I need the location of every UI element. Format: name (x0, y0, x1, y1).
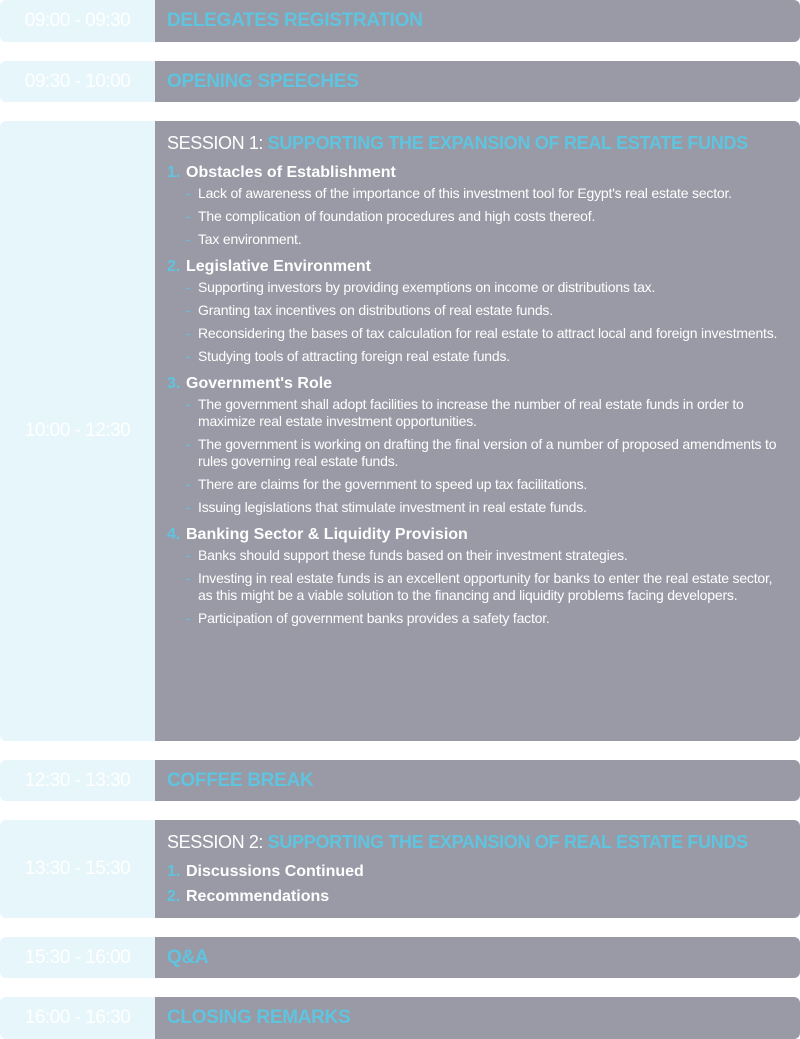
list-item-text: Lack of awareness of the importance of this investment tool for Egypt's real estate sector. (198, 185, 732, 201)
section-government (167, 375, 800, 516)
item-number: 1. (167, 863, 181, 880)
time-slot: 09:00 - 09:30 (0, 0, 155, 42)
section-items (167, 279, 800, 365)
session-2-items (167, 863, 800, 906)
time-slot: 12:30 - 13:30 (0, 760, 155, 801)
item-title: Discussions Continued (186, 863, 364, 880)
dash-bullet-icon: - (186, 279, 191, 295)
time-slot: 10:00 - 12:30 (0, 121, 155, 741)
list-item (186, 279, 790, 296)
row-title: Q&A (167, 946, 209, 968)
section-items (167, 396, 800, 516)
list-item-text: Investing in real estate funds is an excellent opportunity for banks to enter the real estate sector, as this might be a viable solution to the financing and liquidity problems facing developers. (198, 570, 773, 603)
list-item (186, 476, 790, 493)
section-title: Banking Sector & Liquidity Provision (186, 526, 468, 543)
dash-bullet-icon: - (186, 231, 191, 247)
list-item-text: There are claims for the government to speed up tax facilitations. (198, 476, 588, 492)
dash-bullet-icon: - (186, 396, 191, 412)
dash-bullet-icon: - (186, 208, 191, 224)
agenda-row-registration (0, 0, 800, 42)
list-item-text: Issuing legislations that stimulate investment in real estate funds. (198, 499, 587, 515)
section-number: 2. (167, 258, 181, 275)
section-title: Legislative Environment (186, 258, 371, 275)
list-item-text: Participation of government banks provides a safety factor. (198, 610, 550, 626)
session-2-heading (167, 832, 800, 853)
item-title: Recommendations (186, 888, 330, 905)
list-item-text: Supporting investors by providing exemptions on income or distributions tax. (198, 279, 656, 295)
row-title: OPENING SPEECHES (167, 70, 359, 92)
list-item (186, 348, 790, 365)
section-legislative (167, 258, 800, 365)
list-item (186, 325, 790, 342)
list-item (186, 499, 790, 516)
dash-bullet-icon: - (186, 325, 191, 341)
dash-bullet-icon: - (186, 185, 191, 201)
list-item (186, 570, 790, 604)
session-label: SESSION 1: (167, 133, 268, 153)
section-title: Obstacles of Establishment (186, 164, 396, 181)
dash-bullet-icon: - (186, 476, 191, 492)
row-content (155, 61, 800, 102)
row-content (155, 0, 800, 42)
session-2-content (155, 820, 800, 918)
list-item (186, 185, 790, 202)
dash-bullet-icon: - (186, 610, 191, 626)
list-item-text: Tax environment. (198, 231, 302, 247)
section-title: Government's Role (186, 375, 333, 392)
agenda-row-session-2 (0, 820, 800, 918)
section-number: 1. (167, 164, 181, 181)
list-item-text: Banks should support these funds based on their investment strategies. (198, 547, 628, 563)
section-banking (167, 526, 800, 627)
row-title: CLOSING REMARKS (167, 1007, 351, 1028)
list-item (186, 231, 790, 248)
list-item-text: The government is working on drafting the final version of a number of proposed amendments to rules governing real estate funds. (198, 436, 777, 469)
list-item (186, 610, 790, 627)
agenda-row-coffee-break (0, 760, 800, 801)
row-content (155, 937, 800, 978)
list-item (167, 863, 800, 881)
dash-bullet-icon: - (186, 499, 191, 515)
section-heading (167, 164, 800, 182)
dash-bullet-icon: - (186, 547, 191, 563)
list-item-text: The complication of foundation procedures and high costs thereof. (198, 208, 596, 224)
row-content (155, 760, 800, 801)
list-item (186, 396, 790, 430)
list-item (186, 436, 790, 470)
agenda-row-closing (0, 997, 800, 1039)
list-item (186, 302, 790, 319)
session-title: SUPPORTING THE EXPANSION OF REAL ESTATE FUNDS (267, 133, 748, 153)
list-item-text: The government shall adopt facilities to increase the number of real estate funds in order to maximize real estate investment opportunities. (198, 396, 744, 429)
session-1-content (155, 121, 800, 741)
dash-bullet-icon: - (186, 348, 191, 364)
time-slot: 15:30 - 16:00 (0, 937, 155, 978)
section-obstacles (167, 164, 800, 248)
agenda-row-opening (0, 61, 800, 102)
time-slot: 16:00 - 16:30 (0, 997, 155, 1039)
dash-bullet-icon: - (186, 302, 191, 318)
session-label: SESSION 2: (167, 832, 268, 852)
list-item-text: Studying tools of attracting foreign real estate funds. (198, 348, 510, 364)
section-number: 3. (167, 375, 181, 392)
time-slot: 13:30 - 15:30 (0, 820, 155, 918)
session-title: SUPPORTING THE EXPANSION OF REAL ESTATE FUNDS (267, 832, 748, 852)
section-items (167, 185, 800, 248)
row-title: DELEGATES REGISTRATION (167, 10, 423, 31)
list-item (186, 547, 790, 564)
row-content (155, 997, 800, 1039)
time-slot: 09:30 - 10:00 (0, 61, 155, 102)
list-item-text: Granting tax incentives on distributions of real estate funds. (198, 302, 553, 318)
list-item (186, 208, 790, 225)
section-number: 4. (167, 526, 181, 543)
list-item (167, 888, 800, 906)
item-number: 2. (167, 888, 181, 905)
section-items (167, 547, 800, 627)
session-1-heading (167, 133, 800, 154)
dash-bullet-icon: - (186, 570, 191, 586)
row-title: COFFEE BREAK (167, 769, 314, 791)
section-heading (167, 375, 800, 393)
agenda-row-session-1 (0, 121, 800, 741)
dash-bullet-icon: - (186, 436, 191, 452)
section-heading (167, 526, 800, 544)
section-heading (167, 258, 800, 276)
agenda-row-qa (0, 937, 800, 978)
list-item-text: Reconsidering the bases of tax calculation for real estate to attract local and foreign investments. (198, 325, 778, 341)
